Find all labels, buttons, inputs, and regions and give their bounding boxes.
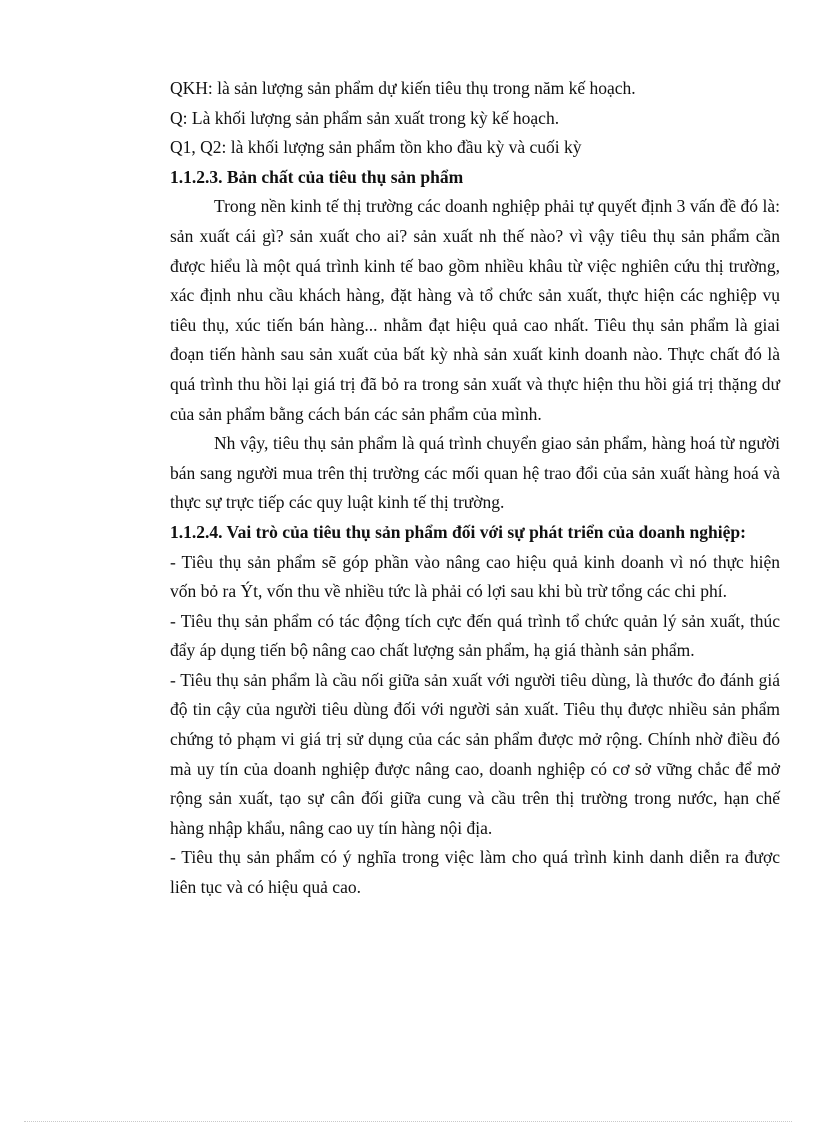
role-item-4: - Tiêu thụ sản phẩm có ý nghĩa trong việc làm cho quá trình kinh danh diễn ra được liên tục và có hiệu quả cao. — [170, 847, 780, 898]
role-item-3: - Tiêu thụ sản phẩm là cầu nối giữa sản xuất với người tiêu dùng, là thước đo đánh giá độ tin cậy của người tiêu dùng đối với người sản xuất. Tiêu thụ được nhiều sản phẩm chứng tỏ phạm vi giá trị sử dụng của các sản phẩm được mở rộng. Chính nhờ điều đó mà uy tín của doanh nghiệp được nâng cao, doanh nghiệp có cơ sở vững chắc để mở rộng sản xuất, tạo sự cân đối giữa cung và cầu trên thị trường trong nước, hạn chế hàng nhập khẩu, nâng cao uy tín hàng nội địa. — [170, 669, 780, 838]
nature-paragraph-2: Nh vậy, tiêu thụ sản phẩm là quá trình chuyển giao sản phẩm, hàng hoá từ người bán sang người mua trên thị trường các mối quan hệ trao đổi của sản xuất hàng hoá và thực sự trực tiếp các quy luật kinh tế thị trường. — [170, 433, 780, 513]
nature-paragraph-1: Trong nền kinh tế thị trường các doanh nghiệp phải tự quyết định 3 vấn đề đó là: sản xuất cái gì? sản xuất cho ai? sản xuất nh thế nào? vì vậy tiêu thụ sản phẩm cần được hiểu là một quá trình kinh tế bao gồm nhiều khâu từ việc nghiên cứu thị trường, xác định nhu cầu khách hàng, đặt hàng và tổ chức sản xuất, thực hiện các nghiệp vụ tiêu thụ, xúc tiến bán hàng... nhằm đạt hiệu quả cao nhất. Tiêu thụ sản phẩm là giai đoạn tiến hành sau sản xuất của bất kỳ nhà sản xuất kinh doanh nào. Thực chất đó là quá trình thu hồi lại giá trị đã bỏ ra trong sản xuất và thực hiện thu hồi giá trị thặng dư của sản phẩm bằng cách bán các sản phẩm của mình. — [170, 196, 780, 424]
definition-q1-q2: Q1, Q2: là khối lượng sản phẩm tồn kho đầu kỳ và cuối kỳ — [170, 137, 582, 158]
page-bottom-divider — [24, 1121, 792, 1122]
document-page — [170, 74, 780, 903]
definition-q: Q: Là khối lượng sản phẩm sản xuất trong kỳ kế hoạch. — [170, 107, 560, 128]
role-item-2: - Tiêu thụ sản phẩm có tác động tích cực đến quá trình tổ chức quản lý sản xuất, thúc đẩy áp dụng tiến bộ nâng cao chất lượng sản phẩm, hạ giá thành sản phẩm. — [170, 610, 780, 661]
definition-qkh: QKH: là sản lượng sản phẩm dự kiến tiêu thụ trong năm kế hoạch. — [170, 78, 636, 98]
section-heading-role: 1.1.2.4. Vai trò của tiêu thụ sản phẩm đối với sự phát triển của doanh nghiệp: — [170, 521, 746, 542]
section-heading-nature: 1.1.2.3. Bản chất của tiêu thụ sản phẩm — [170, 166, 464, 187]
role-item-1: - Tiêu thụ sản phẩm sẽ góp phần vào nâng cao hiệu quả kinh doanh vì nó thực hiện vốn bỏ ra Ýt, vốn thu về nhiều tức là phải có lợi sau khi bù trừ tổng các chi phí. — [170, 551, 780, 602]
